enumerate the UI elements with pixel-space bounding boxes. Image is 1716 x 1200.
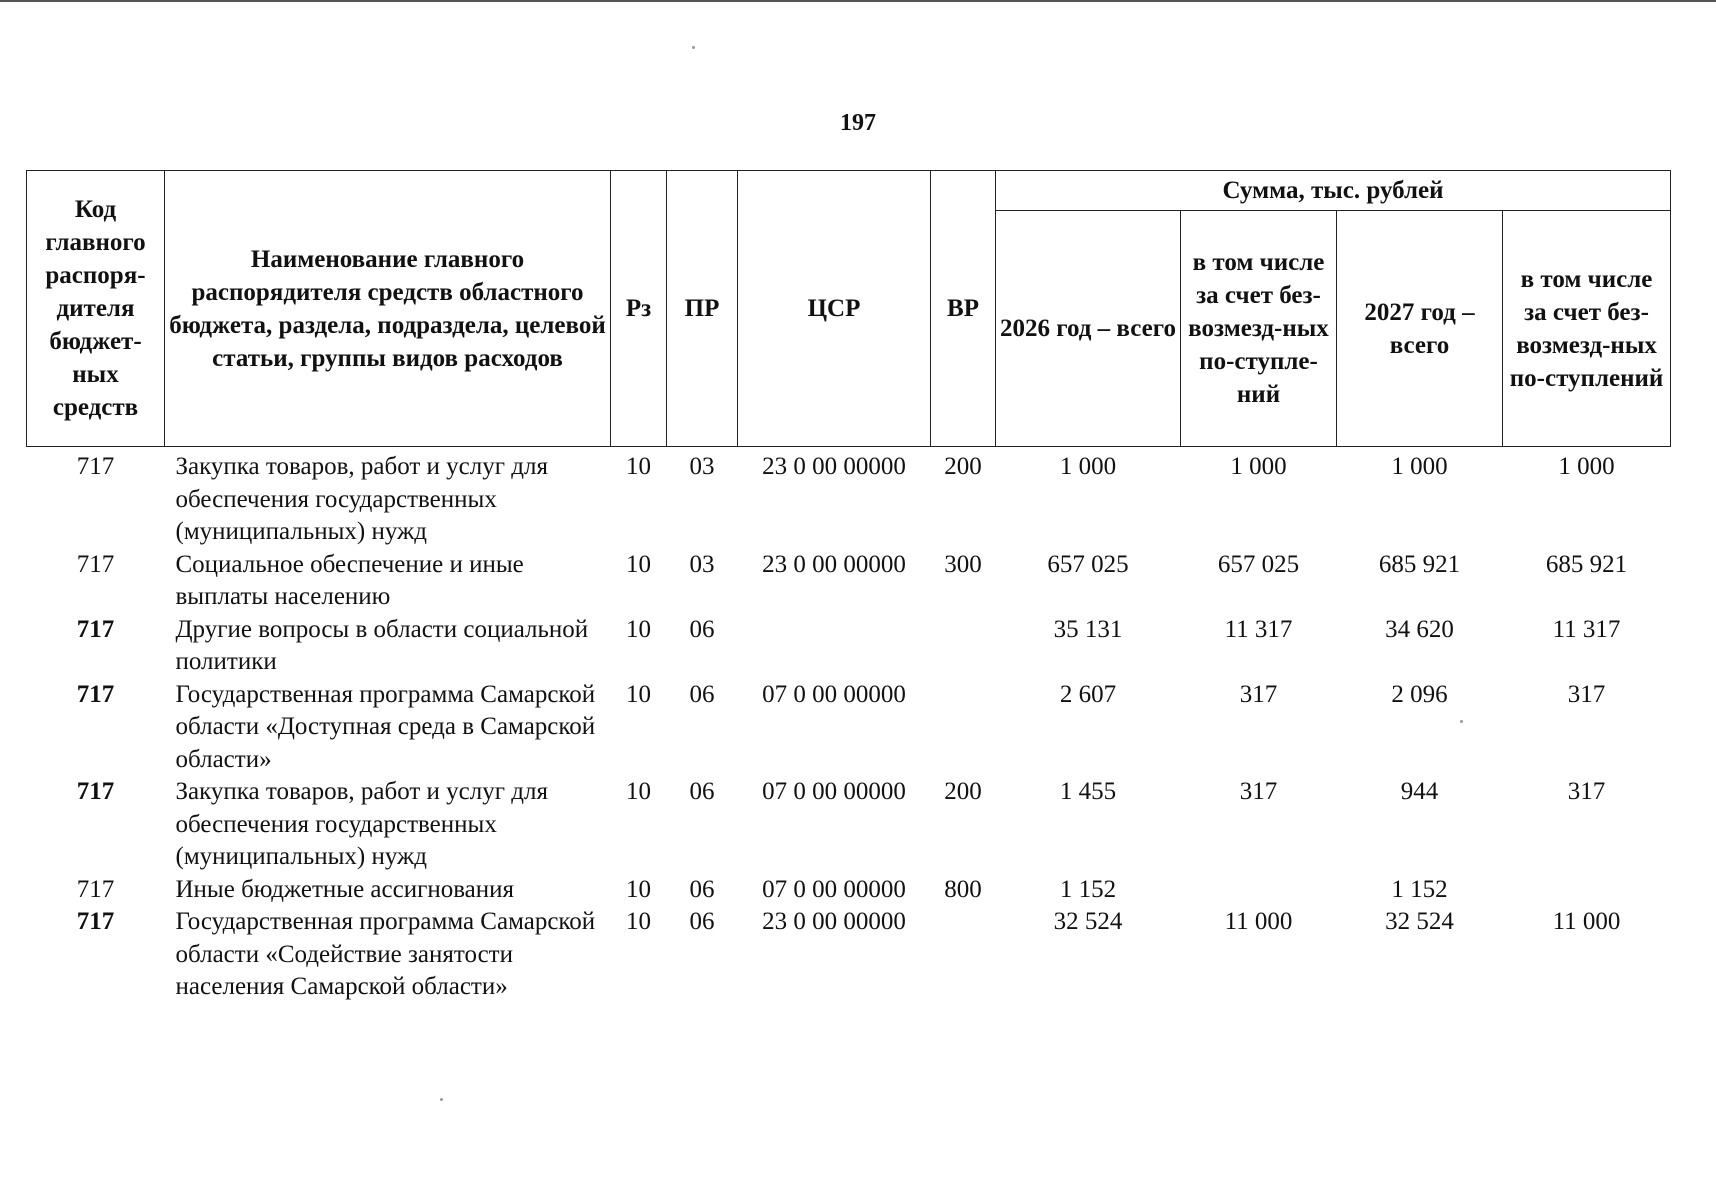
cell-2027-total: 1 000 — [1391, 453, 1448, 480]
cell-vr: 300 — [944, 550, 982, 578]
header-rz: Рз — [611, 171, 667, 447]
cell-2027-total: 34 620 — [1385, 615, 1454, 643]
cell-csr: 07 0 00 00000 — [762, 875, 906, 903]
cell-code: 717 — [76, 615, 115, 643]
cell-rz: 10 — [626, 550, 651, 578]
cell-2027-grants: 317 — [1567, 778, 1606, 805]
cell-csr: 07 0 00 00000 — [762, 680, 906, 708]
header-sum-group: Сумма, тыс. рублей — [996, 171, 1671, 211]
cell-name: Социальное обеспечение и иные выплаты населению — [175, 550, 524, 610]
cell-vr — [931, 679, 996, 777]
cell-name: Иные бюджетные ассигнования — [175, 875, 515, 903]
header-2027-total: 2027 год – всего — [1337, 211, 1503, 447]
cell-2027-grants: 317 — [1567, 680, 1606, 708]
cell-2027-total: 32 524 — [1385, 908, 1454, 935]
cell-2027-total: 944 — [1400, 778, 1439, 805]
cell-csr — [738, 614, 931, 679]
cell-pr: 06 — [689, 778, 715, 805]
cell-2026-total: 1 455 — [1059, 778, 1117, 805]
cell-2026-grants: 11 317 — [1224, 615, 1293, 643]
scan-speck — [1460, 720, 1463, 723]
header-code: Код главного распоря-дителя бюджет-ных средств — [27, 171, 165, 447]
cell-2027-grants: 11 317 — [1552, 615, 1621, 643]
cell-code: 717 — [76, 908, 115, 935]
cell-2027-total: 1 152 — [1391, 875, 1448, 903]
header-2026-total: 2026 год – всего — [996, 211, 1181, 447]
scan-speck — [440, 1098, 443, 1101]
cell-csr: 07 0 00 00000 — [762, 778, 906, 805]
cell-name: Другие вопросы в области социальной политики — [175, 615, 589, 675]
cell-rz: 10 — [626, 453, 651, 480]
cell-vr: 800 — [944, 875, 982, 903]
cell-name: Закупка товаров, работ и услуг для обеспечения государственных (муниципальных) нужд — [175, 453, 548, 545]
cell-2027-grants: 1 000 — [1558, 453, 1615, 480]
table-row — [27, 679, 1671, 777]
cell-name: Государственная программа Самарской области «Доступная среда в Самарской области» — [175, 680, 596, 773]
cell-2027-total: 2 096 — [1391, 680, 1448, 708]
cell-2026-total: 32 524 — [1053, 908, 1123, 935]
header-pr: ПР — [667, 171, 738, 447]
cell-2026-grants: 317 — [1239, 778, 1278, 805]
cell-2026-total: 657 025 — [1047, 550, 1129, 578]
cell-vr: 200 — [944, 778, 982, 805]
cell-vr — [931, 906, 996, 1004]
table-row — [27, 776, 1671, 874]
cell-code: 717 — [76, 550, 115, 578]
budget-table — [26, 170, 1671, 1004]
cell-name: Государственная программа Самарской области «Содействие занятости населения Самарской области» — [175, 908, 596, 1000]
table-row — [27, 549, 1671, 614]
cell-pr: 06 — [689, 680, 715, 708]
cell-rz: 10 — [626, 680, 651, 708]
cell-vr: 200 — [944, 453, 982, 480]
table-header — [27, 171, 1671, 447]
cell-csr: 23 0 00 00000 — [762, 550, 906, 578]
table-row — [27, 874, 1671, 907]
header-name: Наименование главного распорядителя средств областного бюджета, раздела, подраздела, целевой статьи, группы видов расходов — [165, 171, 611, 447]
cell-pr: 06 — [689, 615, 715, 643]
cell-code: 717 — [76, 453, 115, 480]
cell-2026-grants: 11 000 — [1224, 908, 1293, 935]
cell-code: 717 — [76, 778, 115, 805]
cell-pr: 06 — [689, 875, 715, 903]
cell-rz: 10 — [626, 875, 651, 903]
cell-name: Закупка товаров, работ и услуг для обеспечения государственных (муниципальных) нужд — [175, 778, 548, 870]
cell-pr: 03 — [689, 550, 715, 578]
cell-2026-total: 1 000 — [1059, 453, 1117, 480]
page-number: 197 — [840, 110, 876, 136]
header-2026-grants: в том числе за счет без-возмезд-ных по-ступле-ний — [1181, 211, 1337, 447]
cell-code: 717 — [76, 875, 115, 903]
header-csr: ЦСР — [738, 171, 931, 447]
cell-2027-grants: 11 000 — [1552, 908, 1621, 935]
scan-speck — [692, 46, 695, 49]
cell-2026-total: 1 152 — [1059, 875, 1117, 903]
cell-2027-grants — [1503, 874, 1671, 907]
cell-rz: 10 — [626, 778, 651, 805]
scan-top-border — [0, 0, 1716, 2]
cell-code: 717 — [76, 680, 115, 708]
header-2027-grants: в том числе за счет без-возмезд-ных по-ступлений — [1503, 211, 1671, 447]
cell-csr: 23 0 00 00000 — [762, 453, 906, 480]
cell-vr — [931, 614, 996, 679]
table-row — [27, 906, 1671, 1004]
cell-rz: 10 — [626, 615, 651, 643]
cell-rz: 10 — [626, 908, 651, 935]
cell-2026-total: 2 607 — [1059, 680, 1117, 708]
cell-2026-grants — [1181, 874, 1337, 907]
table-row — [27, 614, 1671, 679]
cell-2026-grants: 657 025 — [1217, 550, 1300, 578]
header-vr: ВР — [931, 171, 996, 447]
table-row — [27, 447, 1671, 549]
cell-csr: 23 0 00 00000 — [762, 908, 906, 935]
table-body — [27, 447, 1671, 1004]
cell-pr: 06 — [689, 908, 715, 935]
cell-2026-grants: 1 000 — [1230, 453, 1287, 480]
cell-2026-total: 35 131 — [1053, 615, 1123, 643]
cell-2027-grants: 685 921 — [1545, 550, 1628, 578]
cell-pr: 03 — [689, 453, 715, 480]
cell-2027-total: 685 921 — [1378, 550, 1461, 578]
cell-2026-grants: 317 — [1239, 680, 1278, 708]
